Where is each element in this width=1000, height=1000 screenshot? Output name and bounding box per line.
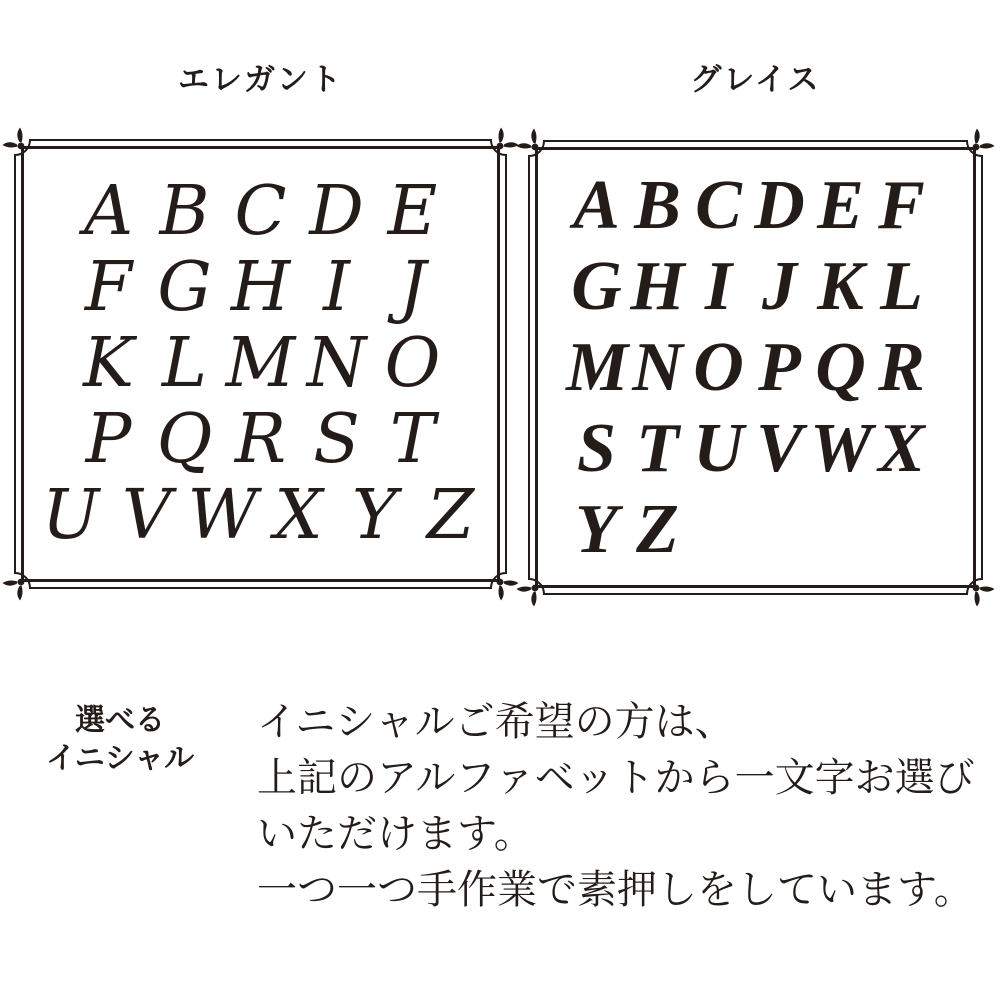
alphabet-letter: N	[306, 323, 367, 403]
alphabet-letter: T	[389, 399, 436, 479]
alphabet-letter: S	[313, 399, 360, 479]
alphabet-letter: A	[573, 166, 620, 244]
alphabet-letter: I	[704, 247, 733, 325]
alphabet-letter: G	[571, 247, 622, 325]
alphabet-letter: P	[85, 399, 132, 479]
corner-ornament-icon	[517, 129, 539, 151]
alphabet-letter: D	[754, 166, 805, 244]
alphabet-letter: E	[817, 166, 864, 244]
alphabet-letter: K	[83, 323, 134, 403]
alphabet-letter: K	[817, 247, 864, 325]
alphabet-grid-elegant	[14, 173, 507, 553]
panel-title-grace: グレイス	[690, 62, 821, 97]
alphabet-letter: J	[398, 247, 427, 327]
alphabet-letter: G	[157, 247, 212, 327]
alphabet-row	[14, 173, 507, 249]
alphabet-letter: Q	[156, 399, 213, 479]
alphabet-letter: M	[225, 323, 296, 403]
corner-ornament-icon	[973, 129, 995, 151]
alphabet-letter: R	[234, 399, 287, 479]
alphabet-letter: C	[695, 166, 742, 244]
corner-ornament-icon	[497, 128, 519, 150]
alphabet-letter: H	[230, 247, 291, 327]
alphabet-letter: A	[83, 171, 134, 251]
alphabet-grid-grace	[566, 165, 983, 570]
alphabet-letter: J	[762, 247, 797, 325]
alphabet-letter: O	[384, 323, 441, 403]
note-label-line: イニシャル	[45, 742, 195, 775]
alphabet-row	[566, 408, 983, 489]
alphabet-letter: X	[878, 409, 925, 487]
alphabet-letter: L	[880, 247, 923, 325]
alphabet-row	[566, 165, 983, 246]
alphabet-letter: B	[634, 166, 681, 244]
alphabet-letter: X	[274, 475, 323, 555]
alphabet-letter: Y	[575, 490, 618, 568]
alphabet-letter: H	[630, 247, 685, 325]
note-label	[40, 702, 200, 778]
alphabet-letter: L	[161, 323, 208, 403]
alphabet-letter: O	[693, 328, 744, 406]
note-line: いただけます。	[257, 812, 534, 856]
alphabet-letter: N	[632, 328, 683, 406]
alphabet-letter: W	[810, 409, 873, 487]
alphabet-letter: D	[309, 171, 364, 251]
alphabet-row	[14, 401, 507, 477]
corner-ornament-icon	[517, 585, 539, 607]
note-line: 上記のアルファベットから一文字お選び	[257, 756, 975, 800]
corner-ornament-icon	[3, 579, 25, 601]
alphabet-letter: U	[41, 475, 100, 555]
alphabet-row	[14, 477, 507, 553]
alphabet-letter: Z	[426, 475, 475, 555]
panel-grace	[528, 140, 983, 595]
alphabet-row	[566, 489, 983, 570]
alphabet-letter: E	[387, 171, 438, 251]
alphabet-letter: M	[566, 328, 629, 406]
alphabet-letter: Q	[815, 328, 866, 406]
corner-ornament-icon	[3, 128, 25, 150]
alphabet-letter: I	[323, 247, 350, 327]
alphabet-letter: V	[121, 475, 172, 555]
corner-ornament-icon	[973, 585, 995, 607]
corner-ornament-icon	[497, 579, 519, 601]
alphabet-letter: V	[756, 409, 803, 487]
alphabet-letter: B	[159, 171, 210, 251]
note-body	[257, 694, 987, 918]
alphabet-letter: Z	[636, 490, 679, 568]
alphabet-row	[14, 325, 507, 401]
alphabet-letter: F	[878, 166, 925, 244]
alphabet-row	[566, 246, 983, 327]
alphabet-letter: F	[84, 247, 133, 327]
alphabet-letter: Y	[352, 475, 397, 555]
alphabet-row	[14, 249, 507, 325]
note-label-line: 選べる	[75, 704, 165, 737]
note-line: イニシャルご希望の方は、	[257, 700, 735, 744]
alphabet-row	[566, 327, 983, 408]
alphabet-letter: C	[234, 171, 287, 251]
alphabet-letter: P	[758, 328, 801, 406]
alphabet-letter: R	[878, 328, 925, 406]
alphabet-letter: T	[636, 409, 679, 487]
panel-title-elegant: エレガント	[178, 62, 343, 97]
alphabet-letter: U	[693, 409, 744, 487]
alphabet-letter: W	[187, 475, 258, 555]
alphabet-letter: S	[577, 409, 616, 487]
panel-elegant	[14, 139, 507, 589]
note-line: 一つ一つ手作業で素押しをしています。	[257, 868, 974, 912]
